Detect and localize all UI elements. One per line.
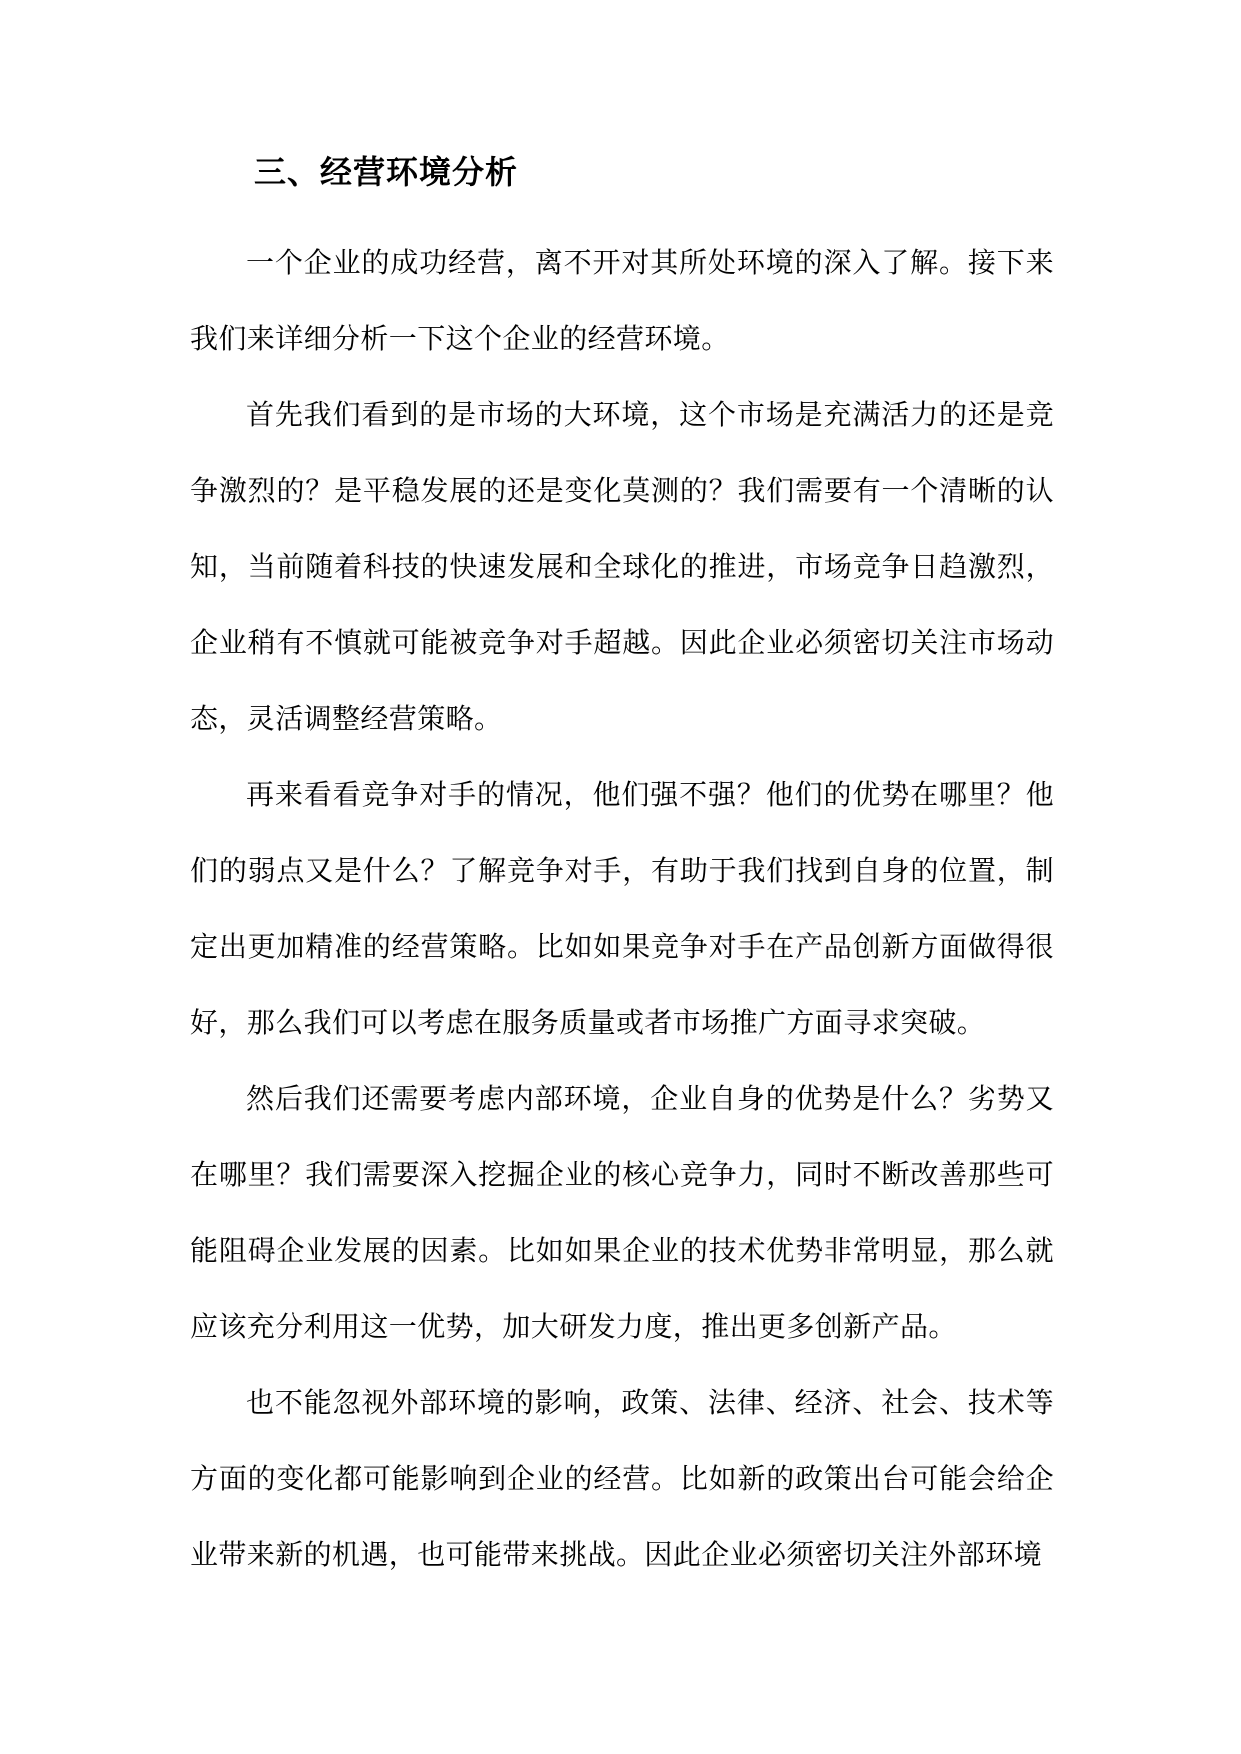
paragraph-intro: 一个企业的成功经营，离不开对其所处环境的深入了解。接下来我们来详细分析一下这个企业的经营环境。 [190,246,1054,355]
body-text [190,225,1054,1593]
paragraph-market: 首先我们看到的是市场的大环境，这个市场是充满活力的还是竞争激烈的？是平稳发展的还是变化莫测的？我们需要有一个清晰的认知，当前随着科技的快速发展和全球化的推进，市场竞争日趋激烈，企业稍有不慎就可能被竞争对手超越。因此企业必须密切关注市场动态，灵活调整经营策略。 [190,398,1054,735]
paragraph-external: 也不能忽视外部环境的影响，政策、法律、经济、社会、技术等方面的变化都可能影响到企业的经营。比如新的政策出台可能会给企业带来新的机遇，也可能带来挑战。因此企业必须密切关注外部环境 [190,1386,1054,1571]
paragraph-internal: 然后我们还需要考虑内部环境，企业自身的优势是什么？劣势又在哪里？我们需要深入挖掘企业的核心竞争力，同时不断改善那些可能阻碍企业发展的因素。比如如果企业的技术优势非常明显，那么就应该充分利用这一优势，加大研发力度，推出更多创新产品。 [190,1082,1054,1343]
paragraph-competitors: 再来看看竞争对手的情况，他们强不强？他们的优势在哪里？他们的弱点又是什么？了解竞争对手，有助于我们找到自身的位置，制定出更加精准的经营策略。比如如果竞争对手在产品创新方面做得很好，那么我们可以考虑在服务质量或者市场推广方面寻求突破。 [190,778,1054,1039]
section-heading: 三、经营环境分析 [254,153,519,191]
